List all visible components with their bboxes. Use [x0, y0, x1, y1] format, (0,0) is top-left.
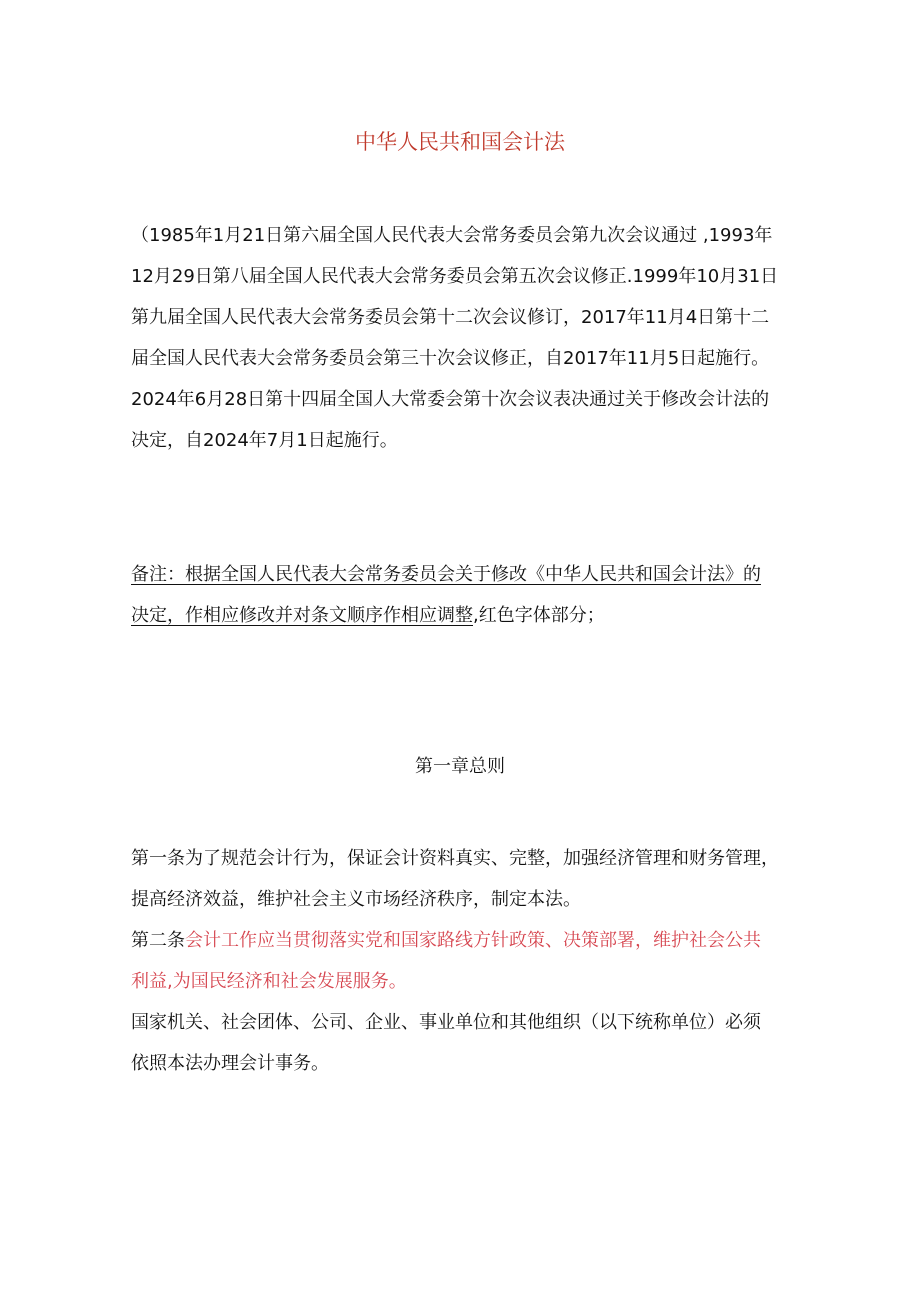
article-2-line-1 — [131, 920, 801, 961]
article-2-amended-text: 会计工作应当贯彻落实党和国家路线方针政策、决策部署，维护社会公共 — [185, 930, 761, 951]
note-paragraph — [131, 554, 801, 636]
intro-line: 第九届全国人民代表大会常务委员会第十二次会议修订，2017年11月4日第十二 — [131, 307, 770, 328]
articles-section — [131, 838, 801, 1084]
note-line-1: 备注：根据全国人民代表大会常务委员会关于修改《中华人民共和国会计法》的 — [131, 564, 761, 585]
intro-line: （1985年1月21日第六届全国人民代表大会常务委员会第九次会议通过 ,1993年 — [131, 225, 773, 246]
intro-line: 届全国人民代表大会常务委员会第三十次会议修正，自2017年11月5日起施行。 — [131, 348, 770, 369]
note-rest-text: ,红色字体部分； — [473, 605, 605, 626]
document-title: 中华人民共和国会计法 — [355, 130, 565, 154]
note-underlined-text: 决定，作相应修改并对条文顺序作相应调整 — [131, 605, 473, 626]
article-2-line-4: 依照本法办理会计事务。 — [131, 1053, 329, 1074]
article-2-amended-line-2: 利益,为国民经济和社会发展服务。 — [131, 971, 407, 992]
intro-line: 12月29日第八届全国人民代表大会常务委员会第五次会议修正.1999年10月31日 — [131, 266, 779, 287]
chapter-title: 第一章总则 — [415, 756, 505, 777]
article-1-line-1: 第一条为了规范会计行为，保证会计资料真实、完整，加强经济管理和财务管理， — [131, 848, 779, 869]
note-line-2 — [131, 595, 801, 636]
intro-paragraph — [131, 215, 801, 461]
intro-line: 2024年6月28日第十四届全国人大常委会第十次会议表决通过关于修改会计法的 — [131, 389, 770, 410]
article-2-line-3: 国家机关、社会团体、公司、企业、事业单位和其他组织（以下统称单位）必须 — [131, 1012, 761, 1033]
article-2-label: 第二条 — [131, 930, 185, 951]
article-1-line-2: 提高经济效益，维护社会主义市场经济秩序，制定本法。 — [131, 889, 581, 910]
intro-line: 决定，自2024年7月1日起施行。 — [131, 430, 398, 451]
